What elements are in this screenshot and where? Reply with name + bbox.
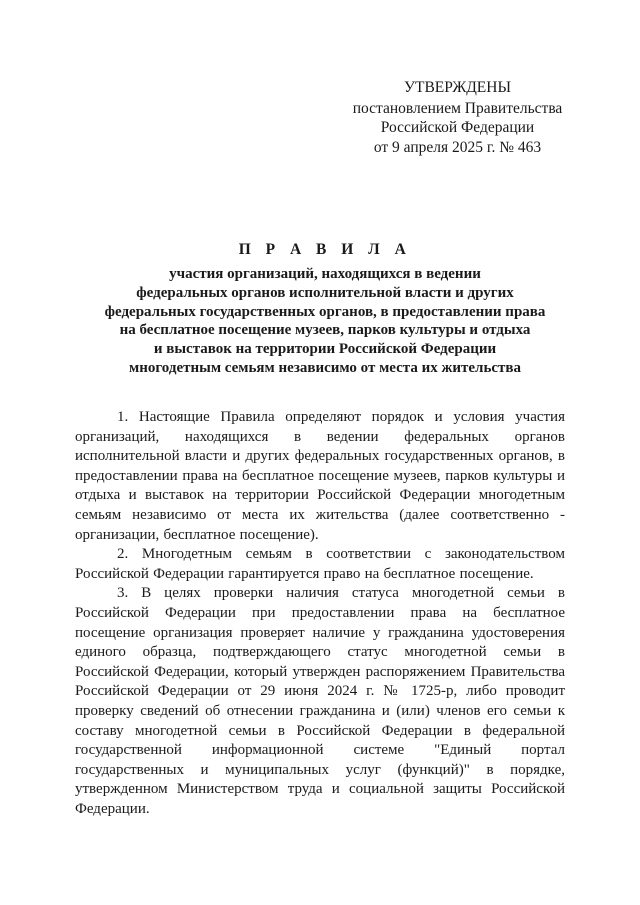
paragraph-2: 2. Многодетным семьям в соответствии с законодательством Российской Федерации гарантируется право на бесплатное посещение.: [75, 546, 565, 582]
document-subtitle-line: и выставок на территории Российской Федерации: [153, 341, 497, 358]
approval-line-3: от 9 апреля 2025 г. № 463: [373, 138, 542, 156]
paragraph-1: 1. Настоящие Правила определяют порядок и условия участия организаций, находящихся в ведении федеральных органов исполнительной власти и других федеральных государственных органов, в предоставлении права на бесплатное посещение музеев, парков культуры и отдыха и выставок на территории Российской Федерации многодетным семьям независимо от места их жительства (далее соответственно - организации, бесплатное посещение).: [75, 409, 565, 543]
document-subtitle-line: на бесплатное посещение музеев, парков культуры и отдыха: [119, 322, 531, 339]
document-subtitle-line: федеральных государственных органов, в предоставлении права: [104, 303, 546, 320]
approval-heading: УТВЕРЖДЕНЫ: [404, 79, 511, 96]
approval-line-1: постановлением Правительства: [352, 99, 563, 117]
approval-line-2: Российской Федерации: [380, 119, 535, 136]
document-body: [75, 408, 565, 819]
document-subtitle-line: многодетным семьям независимо от места их жительства: [128, 359, 522, 376]
document-title: [55, 241, 595, 378]
document-title-main: П Р А В И Л А: [238, 241, 412, 258]
document-subtitle-line: участия организаций, находящихся в ведении: [169, 266, 481, 282]
approval-stamp: [330, 78, 585, 157]
paragraph-3: 3. В целях проверки наличия статуса многодетной семьи в Российской Федерации при предоставлении права на бесплатное посещение организация проверяет наличие у гражданина удостоверения единого образца, подтверждающего статус многодетной семьи в Российской Федерации, который утвержден распоряжением Правительства Российской Федерации от 29 июня 2024 г. № 1725-р, либо проводит проверку сведений об отнесении гражданина и (или) членов его семьи к составу многодетной семьи в Российской Федерации в федеральной государственной информационной системе "Единый портал государственных и муниципальных услуг (функций)" в порядке, утвержденном Министерством труда и социальной защиты Российской Федерации.: [75, 585, 565, 817]
document-subtitle-line: федеральных органов исполнительной власти и других: [136, 284, 514, 301]
